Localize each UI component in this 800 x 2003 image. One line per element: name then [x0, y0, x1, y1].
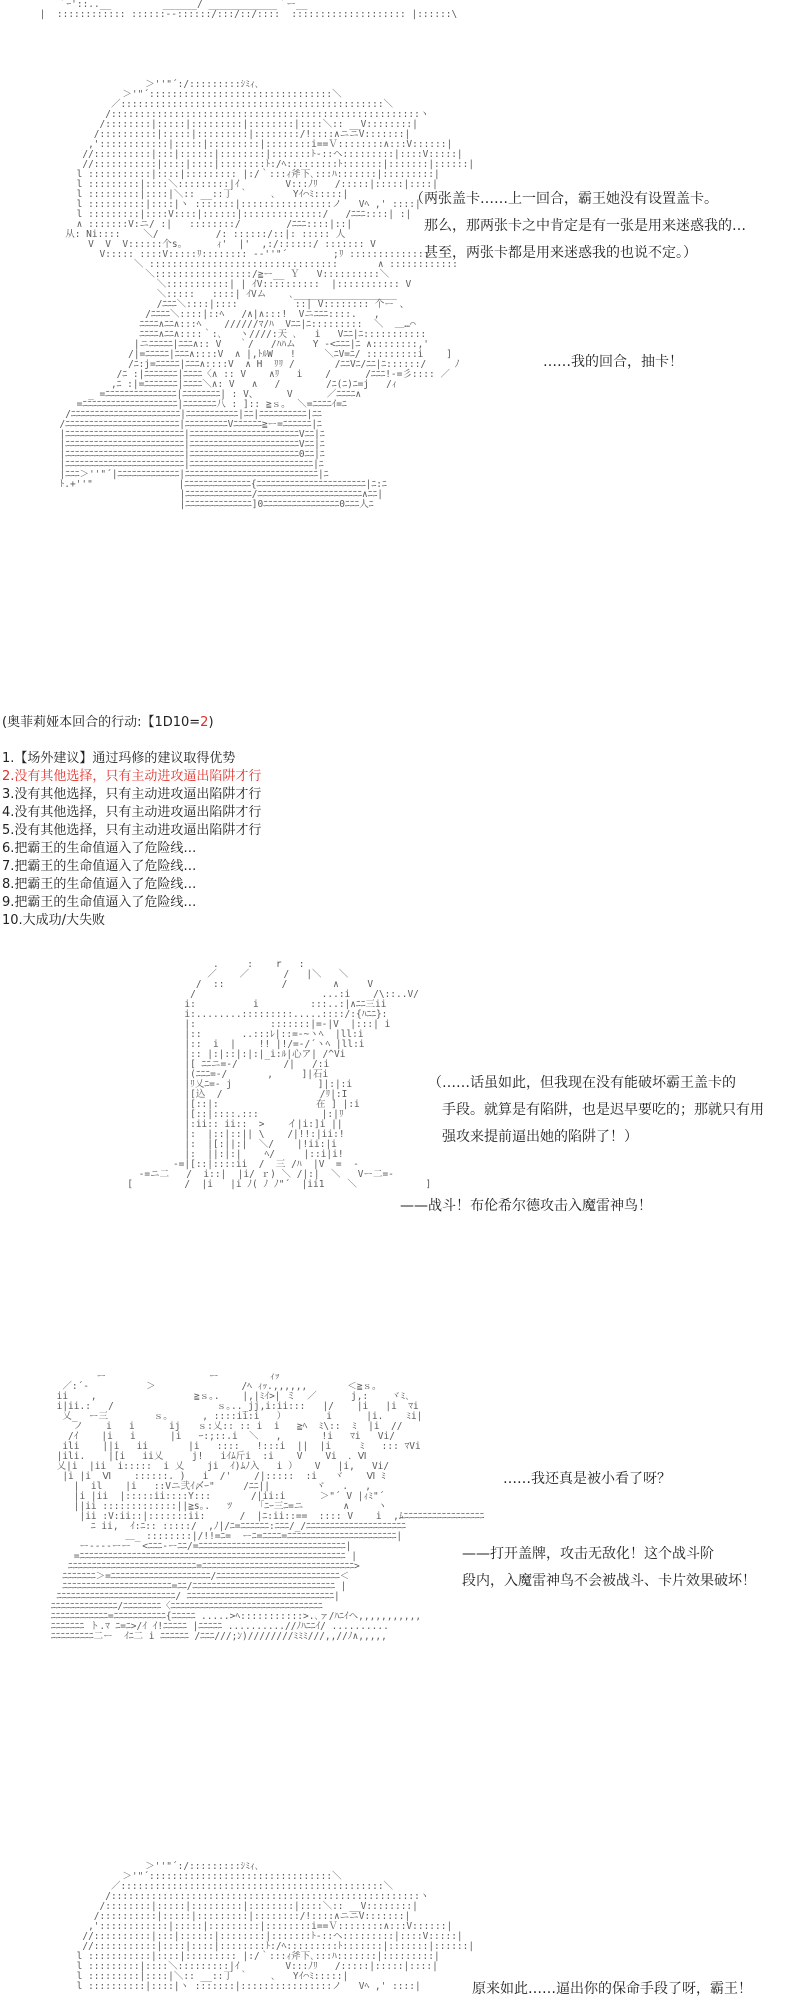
dialogue-ophelia-thoughts: （两张盖卡……上一回合，霸王她没有设置盖卡。 那么，那两张卡之中肯定是有一张是用来迷惑我的… 甚至，两张卡都是用来迷惑我的也说不定。）: [410, 191, 746, 261]
roll-option: 7.把霸王的生命值逼入了危险线…: [2, 859, 197, 874]
roll-header: (奥菲莉娅本回合的行动:【1D10=2): [2, 715, 214, 730]
dialogue-ophelia-attack: ——战斗！布伦希尔德攻击入魔雷神鸟！: [400, 1198, 652, 1214]
dialogue-overlord-taunt: ……我还真是被小看了呀？: [503, 1471, 671, 1487]
ascii-art-ophelia-portrait-repeat: ＞''"´:/:::::::::ｼﾐｨ､ ＞'"´::::::::::::::::::::::::::::::::＼ ／::::::::::::::::::::::::::::::::::::::::::::::＼ /::::::::::::::::::::::::::::::::::::::::::::::::::::::ヽ /::::::::|:::::|:::::::::|::::::::|::::＼:: __V::::::::| /::::::::::|:::::|:::::::::|::::::::/!::::∧ニニV:::::::| ,'::::::::::::|:::::|:::::::::|::::::::i==Ｖ::::::::∧:::V::::::| //::::::::::|:::|::::::|::::::::|:::::::ﾄ-::ヘ:::::::::|::::V:::::| //:::::::::::|::::|::::|::::::::ﾄ:/ﾍ:::::::::ﾄ:::::::|:::::::|::::::| l :::::::::::|::::|::::::::: |:/｀:::ｨ斧下､:::ﾊ:::::::|:::::::::| l :::::::::|::::＼:::::::::|ｲ V:::ﾉﾘ /:::::|:::::|::::| l :::::::::|::::|＼:: __::丁 ｀ ､ Yｲ⌒ﾐ:::::| l ::::::::::|::::|ヽ :::::::|::::::::::::::::ノ Vﾍ ,' ::::|: [76, 1861, 475, 1992]
dice-roll-block: [2, 714, 261, 930]
ascii-art-brynhildr-portrait: . : r : ／ ／ / |＼ ＼ / :: / ∧ V / ...:i /\::..V/ i: i :::..:|∧ﾆﾆ三ii i:........:::::::::.....::::/:{ﾊﾆﾆ}: |: :::::::|=-|V |:::| i |:: ..:::ﾚ|::=-~ヽﾍ |ll:i |:: i | !! |!/=-/´ヽﾍ |ll:i |:: |:|::|:|:|_i:ﾙ|心ア| /^Vi |[ ﾆﾆニ=-/ /| /:i |(ﾆﾆﾆ=-/ , ]|石i |ﾘ乂ﾆ=- j ]|:|:i |[込 / /ﾘ|:I |[::|: 在 ] |:i |[::|::::.::: |:|ﾘ |:ii:: ii:: > イ|i:]i || |: |::|::|| \ /|!!:|ii:! |: |[:||:| ＼/ |!ii:|i |: ||:|:| ﾍ/ |::i|i! -=|[::|::::ii / 三 /ﾊ |V = - -=ニ二 / i::| |i/ ｒ) ＼ /|:| ＼ Vー二=- [ / |i |i ﾉ( ﾉ ﾉ"´ |ii1 ＼ ]: [127, 959, 432, 1190]
dialogue-ophelia-draw: ……我的回合，抽卡！: [543, 354, 683, 370]
roll-option-selected: 2.没有其他选择，只有主动进攻逼出陷阱才行: [2, 769, 262, 784]
roll-option: 9.把霸王的生命值逼入了危险线…: [2, 895, 197, 910]
dialogue-overlord-trap: ——打开盖牌，攻击无敌化！这个战斗阶 段内，入魔雷神鸟不会被战斗、卡片效果破坏！: [462, 1546, 756, 1589]
roll-option: 6.把霸王的生命值逼入了危险线…: [2, 841, 197, 856]
roll-value: 2: [200, 715, 209, 730]
roll-option: 1.【场外建议】通过玛修的建议取得优势: [2, 751, 236, 766]
ascii-art-overlord-reveal: ー ー ｨｯ ／:´‐ ＞ /ﾍ ｨｯ.,,,,,, ＜≧ｓ｡ ii , ≧ｓ｡. |,|ﾐｲ>| ミ ／ j,: ヾﾐ､ i|ii.: / ｓ｡.._jj,i:ii::: |/ |i |i ﾏi 乂_ ー三 ｓ｡ , ::::ii:i ） i |i. ﾐi| ノ i i ij ｓ:乂:: :: i i ≧ﾍ ﾐ\:: ﾐ |i // /ｲ |i i |i ｰ:;::.i ＼ , !i ﾏi Vi/ ili ||i ii |i :::: !:::i || |i ﾐ ::: ﾏVi |ili. |[i ii乂 j! iｲﾑ斤i :i V Vi ．Ⅵ 乂|i |ii i::::: i 乂 ji ｲ)ﾑﾉ入 i ） V |i, Vi/ |i |i Ⅵ ::::::. ) i /' /|::::: :i ヾ Ⅵ ﾐ | il |i ::Vニ弐ｲ〆ｰ" /ﾆﾆ|| ヾ . , |i |ii |:::::ii::::Y::: /|ii:i ＞"´ V |ｨﾐ"´ ||ii :::::::::::::||≧s｡. ﾂ 「ﾆｰ三ﾆ=ニ ∧ ヽ |ii :V:ii::|:::::::ii: / |ﾆ:ii::== :::: V i ,ﾑﾆﾆﾆﾆﾆﾆﾆﾆﾆﾆﾆﾆﾆﾆﾆﾆﾆ ﾆ ii, ｲ:ﾆ:: :::::/ ,ﾉ|/ﾆ=ﾆﾆﾆﾆﾆﾆ:ﾆﾆﾆ/_/ﾆﾆﾆﾆﾆﾆﾆﾆﾆﾆﾆﾆﾆﾆﾆﾆﾆﾆﾆﾆﾆ ＿_ ::::::::|/!!=ﾆ= ーﾆ=ﾆﾆﾆﾆ=ﾆﾆﾆﾆﾆﾆﾆﾆﾆﾆﾆﾆﾆﾆﾆﾆﾆﾆﾆﾆﾆﾆﾆ| ー‐‐‐‐ーー <ﾆﾆﾆ-ーﾆﾆ/=ﾆﾆﾆﾆﾆﾆﾆﾆﾆﾆﾆﾆﾆﾆﾆﾆﾆﾆﾆﾆﾆﾆﾆﾆﾆﾆﾆﾆﾆﾆﾆ| =ﾆﾆﾆﾆﾆﾆﾆﾆﾆﾆﾆﾆﾆﾆﾆﾆﾆﾆﾆﾆﾆﾆﾆﾆﾆﾆﾆﾆﾆﾆﾆﾆﾆﾆﾆﾆﾆﾆﾆﾆﾆﾆﾆﾆﾆﾆﾆﾆﾆﾆﾆﾆﾆﾆﾆﾆ | ﾆﾆﾆﾆﾆﾆﾆﾆﾆﾆﾆﾆﾆﾆﾆﾆﾆﾆﾆﾆﾆﾆﾆﾆﾆﾆﾆ=ﾆﾆﾆﾆﾆﾆﾆﾆﾆﾆﾆﾆﾆﾆﾆﾆﾆﾆﾆﾆﾆﾆﾆﾆﾆﾆﾆﾆﾆﾆﾆﾆ> ﾆﾆﾆﾆﾆﾆﾆ＞=ﾆﾆﾆﾆﾆﾆﾆﾆﾆﾆﾆﾆﾆﾆﾆﾆﾆﾆﾆﾆﾆ/ﾆﾆﾆﾆﾆﾆﾆﾆﾆﾆﾆﾆﾆﾆﾆﾆﾆﾆﾆﾆﾆﾆﾆﾆﾆﾆ＜ ﾆﾆﾆﾆﾆﾆﾆﾆﾆﾆﾆﾆﾆﾆﾆﾆﾆﾆﾆﾆﾆﾆﾆ=ﾆﾆ/ﾆﾆﾆﾆﾆﾆﾆﾆﾆﾆﾆﾆﾆﾆﾆﾆﾆﾆﾆﾆﾆﾆﾆﾆﾆﾆﾆﾆﾆﾆ | ﾆﾆﾆﾆﾆﾆﾆﾆﾆﾆﾆﾆﾆﾆﾆﾆﾆﾆﾆﾆﾆﾆﾆﾆﾆ/ ﾆﾆﾆﾆﾆﾆﾆﾆﾆﾆﾆﾆﾆﾆﾆﾆﾆﾆﾆﾆﾆﾆﾆﾆﾆﾆﾆﾆﾆﾆﾆ| ﾆﾆﾆﾆﾆﾆﾆﾆﾆﾆﾆﾆﾆﾆ/ﾆﾆﾆﾆﾆﾆﾆﾆ〈ﾆﾆﾆﾆﾆﾆﾆﾆﾆﾆﾆﾆﾆﾆﾆﾆﾆﾆﾆﾆﾆﾆﾆﾆﾆﾆﾆﾆﾆﾆﾆﾆ ﾆﾆﾆﾆﾆﾆﾆﾆﾆﾆﾆﾆ=ﾆﾆﾆﾆﾆﾆﾆﾆﾆﾆﾆ{ﾆﾆﾆﾆﾆ .....>ﾍ:::::::::::>.､ァ/ﾊﾆｲヘ,,,,,,,,,,, ﾆﾆﾆﾆﾆﾆﾆ ト.ﾏ ﾆ=ﾆ>/ｲ ｲ!ﾆﾆﾆﾆﾆ |ﾆﾆﾆﾆﾆ ..........//ﾉﾊﾆﾆｲ/ .......... ﾆﾆﾆﾆﾆﾆﾆﾆﾆ二ー ｲﾆ二 i ﾆﾆﾆﾆﾆﾆ /ﾆﾆﾆ///;ﾝ)////////ﾐﾐﾐ///,,//ﾉ∧,,,,,: [50, 1371, 485, 1642]
dialogue-ophelia-realization: 原来如此……逼出你的保命手段了呀，霸王！: [472, 1981, 752, 1997]
roll-option: 3.没有其他选择，只有主动进攻逼出陷阱才行: [2, 787, 262, 802]
ascii-art-top-fragment: ｀ｰ'::..__ ______/ ____________｀ー__ | :::::::::::: ::::::--::::::/:::/::/:::: :::::::::::::::::::: |::::::\: [39, 0, 458, 20]
roll-option: 5.没有其他选择，只有主动进攻逼出陷阱才行: [2, 823, 262, 838]
roll-option: 8.把霸王的生命值逼入了危险线…: [2, 877, 197, 892]
ascii-art-ophelia-portrait: ＞''"´:/:::::::::ｼﾐｨ､ ＞'"´::::::::::::::::::::::::::::::::＼ ／::::::::::::::::::::::::::::::::::::::::::::::＼ /::::::::::::::::::::::::::::::::::::::::::::::::::::::ヽ /::::::::|:::::|:::::::::|::::::::|::::＼:: __V::::::::| /::::::::::|:::::|:::::::::|::::::::/!::::∧ニニV:::::::| ,'::::::::::::|:::::|:::::::::|::::::::i==Ｖ::::::::∧:::V::::::| //::::::::::|:::|::::::|::::::::|:::::::ﾄ-::ヘ:::::::::|::::V:::::| //:::::::::::|::::|::::|::::::::ﾄ:/ﾍ:::::::::ﾄ:::::::|:::::::|::::::| l :::::::::::|::::|::::::::: |:/｀:::ｨ斧下､:::ﾊ:::::::|:::::::::| l :::::::::|::::＼:::::::::|ｲ V:::ﾉﾘ /:::::|:::::|::::| l :::::::::|::::|＼:: __::丁 ｀ ､ Yｲ⌒ﾐ:::::| l ::::::::::|::::|ヽ :::::::|::::::::::::::::ノ Vﾍ ,' ::::| l :::::::::|::::V::::|::::::|::::::::::::::/ /ﾆﾆﾆ::::| :| ∧ :::::::V:ニ/ :| ::::::::/ /ﾆﾆﾆ::::|::| 从: Ni:::: ＼/ /: ::::::/::|: ::::: 人 V V V::::::个s｡ ｨ' |' ,:/::::::/ ::::::: V V::::: ::::V:::::ﾘ:::::::: -‐''"´ ;ﾘ :::::::::::::: ＼ ::::::::::::::::::::::::::::::::: ∧ :::::::::::: ＼:::::::::::::::::/≧ー__ Ｙ V::::::::::＼ ＼:::::::::::| | ｲV:::::::::: |::::::::::: V ＼::::: ::::| ｲVム ､__________________ /ﾆﾆﾆ＼::::|:::: ::| V:::::::: 个ー 、 /ﾆﾆﾆﾆ＼::::|::ﾍ /∧|∧:::! Vニﾆﾆﾆ::::. , ﾆﾆﾆﾆ∧ﾆﾆ∧:::ﾍ //////ﾏ/ﾊ Vﾆﾆ|ﾆ::::::::: ＼ ＿…⌒ ﾆﾆﾆﾆ∧ﾆﾆ∧::::｀:､ ヽ////:天 ､ i Vﾆﾆ|ﾆ::::::::::: |ニﾆﾆﾆﾆﾆ|ﾆﾆﾆ∧:: V ｀/ /ﾊﾊム Y -<ﾆﾆﾆ|ﾆ ∧::::::::,' /|=ﾆﾆﾆﾆﾆ|ﾆﾆﾆ∧::::V ∧ |,ﾄﾙW ! ＼ﾆV=ﾆ/ :::::::::i ] /ﾆ:j=ﾆﾆﾆﾆﾆ|ﾆﾆﾆ∧::::V ∧ H ﾘﾘ / /ﾆﾆVﾆ/ﾆﾆ|ﾆ::::::/ ﾉ /ﾆ :|ﾆﾆﾆﾆﾆﾆﾆ|ﾆﾆﾆﾆ〈∧ :: V ∧ﾘ i / /ﾆﾆﾆ!-=彡:::: ／ ,ﾆ :|=ﾆﾆﾆﾆﾆﾆﾆ|ﾆﾆﾆﾆ＼∧: V ∧ / /ﾆ(ﾆ)ﾆ=j /ｨ _ =ﾆﾆﾆﾆﾆﾆﾆﾆﾆﾆﾆﾆﾆﾆﾆ|ﾆﾆﾆﾆﾆﾆﾆﾆ| : V、 V ／ﾆﾆﾆﾆ∧ =ﾆﾆﾆﾆﾆﾆﾆﾆﾆﾆﾆﾆﾆﾆﾆﾆﾆﾆﾆﾆ|ﾆﾆﾆﾆﾆﾆﾆ八 : ]:: ≧ｓ｡ ＼=ﾆﾆﾆﾆｲ=ﾆ /ﾆﾆﾆﾆﾆﾆﾆﾆﾆﾆﾆﾆﾆﾆﾆﾆﾆﾆﾆﾆﾆﾆﾆ|ﾆﾆﾆﾆﾆﾆﾆﾆﾆﾆﾆ|ﾆﾆ|ﾆﾆﾆﾆﾆﾆﾆﾆﾆﾆ|ﾆﾆ /ﾆﾆﾆﾆﾆﾆﾆﾆﾆﾆﾆﾆﾆﾆﾆﾆﾆﾆﾆﾆﾆﾆﾆﾆ|ﾆﾆﾆﾆﾆﾆﾆﾆﾆVﾆﾆﾆﾆﾆﾆ≧ー=ﾆﾆﾆﾆﾆﾆ|ﾆ |ﾆﾆﾆﾆﾆﾆﾆﾆﾆﾆﾆﾆﾆﾆﾆﾆﾆﾆﾆﾆﾆﾆﾆﾆﾆ|ﾆﾆﾆﾆﾆﾆﾆﾆﾆﾆﾆﾆﾆﾆﾆﾆﾆﾆﾆﾆﾆﾆﾆVﾆﾆ|ﾆ |ﾆﾆﾆﾆﾆﾆﾆﾆﾆﾆﾆﾆﾆﾆﾆﾆﾆﾆﾆﾆﾆﾆﾆﾆﾆ|ﾆﾆﾆﾆﾆﾆﾆﾆﾆﾆﾆﾆﾆﾆﾆﾆﾆﾆﾆﾆﾆﾆﾆVﾆﾆ|ﾆ |ﾆﾆﾆﾆﾆﾆﾆﾆﾆﾆﾆﾆﾆﾆﾆﾆﾆﾆﾆﾆﾆﾆﾆﾆﾆ|ﾆﾆﾆﾆﾆﾆﾆﾆﾆﾆﾆﾆﾆﾆﾆﾆﾆﾆﾆﾆﾆﾆﾆ0ﾆﾆ|ﾆ |ﾆﾆﾆﾆﾆﾆﾆﾆﾆﾆﾆﾆﾆﾆﾆﾆﾆﾆﾆﾆﾆﾆﾆﾆﾆ|ﾆﾆﾆﾆﾆﾆﾆﾆﾆﾆﾆﾆﾆﾆﾆﾆﾆﾆﾆﾆﾆﾆﾆﾆﾆﾆ|ﾆ |ﾆﾆﾆ＞''"´|ﾆﾆﾆﾆﾆﾆﾆﾆﾆﾆﾆﾆﾆ|ﾆﾆﾆﾆﾆﾆﾆﾆﾆﾆﾆﾆﾆﾆﾆﾆﾆﾆﾆﾆﾆﾆﾆﾆﾆﾆﾆﾆ|ﾆ ﾄ.+''" |ﾆﾆﾆﾆﾆﾆﾆﾆﾆﾆﾆﾆﾆﾆ{ﾆﾆﾆﾆﾆﾆﾆﾆﾆﾆﾆﾆﾆﾆﾆﾆﾆﾆﾆﾆﾆﾆﾆ|ﾆ:ﾆ |ﾆﾆﾆﾆﾆﾆﾆﾆﾆﾆﾆﾆﾆﾆ/ﾆﾆﾆﾆﾆﾆﾆﾆﾆﾆﾆﾆﾆﾆﾆﾆﾆﾆﾆﾆﾆﾆ∧ﾆﾆ| |ﾆﾆﾆﾆﾆﾆﾆﾆﾆﾆﾆﾆﾆﾆ]0ﾆﾆﾆﾆﾆﾆﾆﾆﾆﾆﾆﾆﾆﾆﾆﾆ0ﾆﾆﾆ人ﾆ: [59, 79, 475, 510]
roll-option: 10.大成功/大失败: [2, 913, 106, 928]
dialogue-ophelia-plan: （……话虽如此，但我现在没有能破坏霸王盖卡的 手段。就算是有陷阱，也是迟早要吃的；那就只有用 强攻来提前逼出她的陷阱了！）: [428, 1075, 764, 1145]
roll-option: 4.没有其他选择，只有主动进攻逼出陷阱才行: [2, 805, 262, 820]
